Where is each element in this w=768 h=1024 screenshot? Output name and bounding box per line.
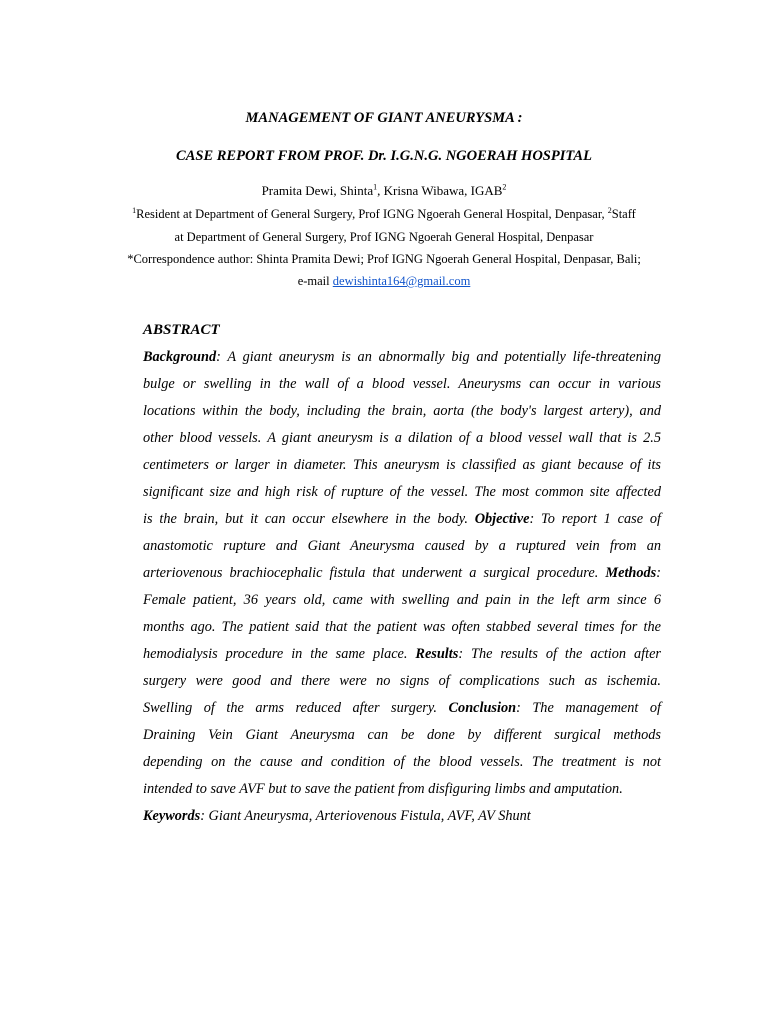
author-list [0,183,768,199]
objective-text: : To report 1 case of [529,511,661,527]
results-label: Results [415,646,459,662]
author-1-affiliation-mark: 1 [373,182,378,192]
correspondence-line: *Correspondence author: Shinta Pramita Dewi; Prof IGNG Ngoerah General Hospital, Denpasar, Bali; [127,252,641,266]
affiliation-1-text: Resident at Department of General Surgery, Prof IGNG Ngoerah General Hospital, Denpasar, [136,207,608,221]
abstract-line [143,344,661,371]
abstract-line: other blood vessels. A giant aneurysm is a dilation of a blood vessel wall that is 2.5 [143,430,661,446]
results-text: : The results of the action after [458,646,661,662]
methods-label: Methods [605,565,657,581]
author-1: Pramita Dewi, Shinta [261,183,374,198]
author-separator: , [377,183,384,198]
abstract-heading: ABSTRACT [143,322,220,338]
abstract-body [143,344,661,830]
background-text: : A giant aneurysm is an abnormally big and potentially life-threatening [216,349,661,365]
affiliation-1-mark: 1 [132,205,137,215]
affiliation-line-2: at Department of General Surgery, Prof IGNG Ngoerah General Hospital, Denpasar [174,230,594,244]
paper-title-line-2: CASE REPORT FROM PROF. Dr. I.G.N.G. NGOERAH HOSPITAL [176,148,592,164]
abstract-line: significant size and high risk of rupture of the vessel. The most common site affected [143,484,661,500]
methods-text: : [656,565,661,581]
abstract-line: locations within the body, including the brain, aorta (the body's largest artery), and [143,403,661,419]
abstract-text: hemodialysis procedure in the same place. [143,646,416,662]
author-2: Krisna Wibawa, IGAB [383,183,503,198]
abstract-line [143,641,661,668]
keywords-text: : Giant Aneurysma, Arteriovenous Fistula, AVF, AV Shunt [200,808,531,824]
abstract-line [143,506,661,533]
background-label: Background [143,349,217,365]
abstract-line: depending on the cause and condition of the blood vessels. The treatment is not [143,754,661,770]
abstract-text: arteriovenous brachiocephalic fistula that underwent a surgical procedure. [143,565,606,581]
email-link[interactable]: dewishinta164@gmail.com [332,274,471,288]
abstract-line: intended to save AVF but to save the patient from disfiguring limbs and amputation. [143,781,623,797]
abstract-text: is the brain, but it can occur elsewhere in the body. [143,511,475,527]
abstract-line: anastomotic rupture and Giant Aneurysma caused by a ruptured vein from an [143,538,661,554]
paper-title-line-1: MANAGEMENT OF GIANT ANEURYSMA : [245,110,523,126]
affiliation-2-mark: 2 [607,205,612,215]
keywords-line [143,803,661,830]
abstract-line: bulge or swelling in the wall of a blood vessel. Aneurysms can occur in various [143,376,661,392]
email-line [0,274,768,289]
abstract-text: Swelling of the arms reduced after surgery. [143,700,449,716]
abstract-line [143,695,661,722]
author-2-affiliation-mark: 2 [502,182,507,192]
abstract-line: surgery were good and there were no signs of complications such as ischemia. [143,673,661,689]
abstract-line: Female patient, 36 years old, came with swelling and pain in the left arm since 6 [143,592,661,608]
conclusion-text: : The management of [516,700,661,716]
conclusion-label: Conclusion [448,700,517,716]
affiliation-line-1 [0,207,768,222]
keywords-label: Keywords [143,808,201,824]
abstract-line: months ago. The patient said that the patient was often stabbed several times for the [143,619,661,635]
affiliation-2-start: Staff [611,207,636,221]
abstract-line: centimeters or larger in diameter. This aneurysm is classified as giant because of its [143,457,661,473]
abstract-line: Draining Vein Giant Aneurysma can be done by different surgical methods [143,727,661,743]
email-prefix: e-mail [297,274,333,288]
objective-label: Objective [474,511,530,527]
abstract-line [143,560,661,587]
